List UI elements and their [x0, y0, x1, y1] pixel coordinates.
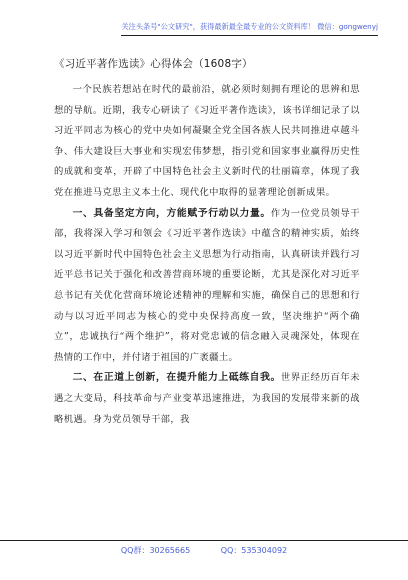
- page-footer: [0, 540, 408, 556]
- footer-qq-group: QQ群：30265665: [120, 546, 191, 555]
- section-heading: 二、在正道上创新，在提升能力上砥练自我。: [72, 372, 281, 384]
- section-heading: 一、具备坚定方向，方能赋予行动以力量。: [72, 207, 271, 219]
- paragraph-intro: [54, 80, 360, 204]
- paragraph-section-2: [54, 368, 360, 430]
- document-body: [54, 56, 360, 430]
- paragraph-section-1: [54, 204, 360, 369]
- paragraph-text: 一个民族若想站在时代的最前沿，就必须时刻拥有理论的思辨和思想的导航。近期，我专心研读了《习近平著作选读》，该书详细记录了以习近平同志为核心的党中央如何凝聚全党全国各族人民共同推进卓越斗争、伟大建设巨大事业和实现宏伟梦想，指引党和国家事业赢得历史性的成就和变革，开辟了中国特色社会主义新时代的壮丽篇章，体现了我党在推进马克思主义本土化、现代化中取得的显著理论创新成果。: [54, 84, 360, 198]
- paragraph-text: 世界正经历百年未遇之大变局，科技革命与产业变革迅速推进，为我国的发展带来新的战略机遇。身为党员领导干部，我: [54, 372, 361, 425]
- paragraph-text: 作为一位党员领导干部，我将深入学习和领会《习近平著作选读》中蕴含的精神实质，始终以习近平新时代中国特色社会主义思想为行动指南，认真研读并践行习近平总书记关于强化和改善营商环境的重要论断，尤其是深化对习近平总书记有关优化营商环境论述精神的理解和实施，确保自己的思想和行动与以习近平同志为核心的党中央保持高度一致，坚决维护“两个确立”，忠诚执行“两个维护”，将对党忠诚的信念融入灵魂深处，体现在热情的工作中，并付诸于祖国的广袤疆土。: [54, 207, 360, 363]
- header-note: 关注头条号"公文研究"，获得最新最全最专业的公文资料库！ 微信：gongwenyj: [121, 22, 378, 36]
- document-title: 《习近平著作选读》心得体会（1608字）: [54, 58, 253, 70]
- footer-qq: QQ：535304092: [220, 546, 288, 555]
